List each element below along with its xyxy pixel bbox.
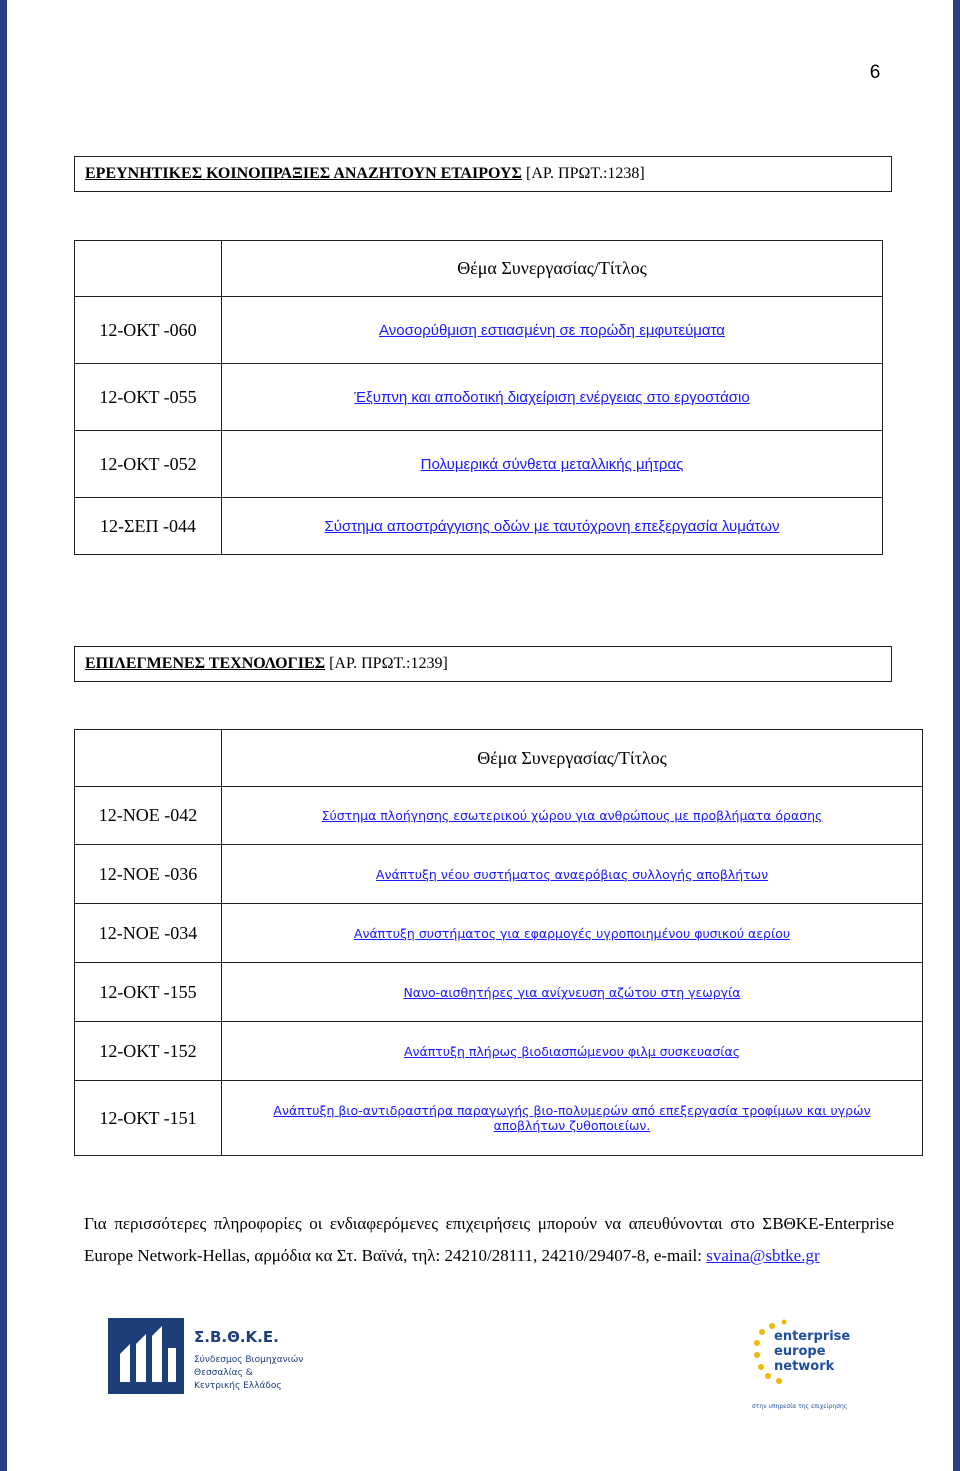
een-line2: europe — [774, 1344, 826, 1359]
row-code: 12-ΟΚΤ -151 — [75, 1081, 222, 1156]
row-code: 12-ΟΚΤ -055 — [75, 364, 222, 431]
section1-heading — [74, 156, 892, 192]
page-frame-left — [0, 0, 7, 1471]
table-row — [75, 498, 883, 555]
section1-heading-main: ΕΡΕΥΝΗΤΙΚΕΣ ΚΟΙΝΟΠΡΑΞΙΕΣ ΑΝΑΖΗΤΟΥΝ ΕΤΑΙΡΟΥΣ — [85, 165, 523, 182]
row-title-link[interactable]: Νανο-αισθητήρες για ανίχνευση αζώτου στη γεωργία — [222, 963, 923, 1022]
page-number: 6 — [869, 62, 881, 83]
sbthke-logo-mark — [108, 1318, 318, 1398]
een-logo-mark — [748, 1318, 858, 1414]
row-code: 12-ΣΕΠ -044 — [75, 498, 222, 555]
page-frame-right — [953, 0, 960, 1471]
table-row — [75, 963, 923, 1022]
row-title-link[interactable]: Ανάπτυξη νέου συστήματος αναερόβιας συλλογής αποβλήτων — [222, 845, 923, 904]
row-title-link[interactable]: Πολυμερικά σύνθετα μεταλλικής μήτρας — [222, 431, 883, 498]
een-line1: enterprise — [774, 1329, 851, 1344]
section1-heading-ref: [ΑΡ. ΠΡΩΤ.:1238] — [526, 165, 645, 182]
table-column-header: Θέμα Συνεργασίας/Τίτλος — [222, 730, 923, 787]
een-line3: network — [774, 1359, 835, 1374]
row-title-link[interactable]: Ανοσορύθμιση εστιασμένη σε πορώδη εμφυτεύματα — [222, 297, 883, 364]
een-logo — [748, 1318, 858, 1419]
row-title-link[interactable]: Σύστημα αποστράγγισης οδών με ταυτόχρονη επεξεργασία λυμάτων — [222, 498, 883, 555]
selected-technologies-table — [74, 729, 923, 1156]
row-code: 12-ΝΟΕ -036 — [75, 845, 222, 904]
table-row — [75, 904, 923, 963]
sbthke-abbr: Σ.Β.Θ.Κ.Ε. — [194, 1328, 279, 1346]
row-code: 12-ΟΚΤ -052 — [75, 431, 222, 498]
row-title-link[interactable]: Σύστημα πλοήγησης εσωτερικού χώρου για ανθρώπους με προβλήματα όρασης — [222, 787, 923, 845]
sbthke-line2: Θεσσαλίας & — [194, 1368, 253, 1378]
row-code: 12-ΟΚΤ -060 — [75, 297, 222, 364]
row-code: 12-ΟΚΤ -155 — [75, 963, 222, 1022]
table-row — [75, 364, 883, 431]
een-tagline: στην υπηρεσία της επιχείρησης — [752, 1403, 848, 1410]
section2-heading — [74, 646, 892, 682]
row-title-link[interactable]: Ανάπτυξη πλήρως βιοδιασπώμενου φιλμ συσκευασίας — [222, 1022, 923, 1081]
contact-text: Για περισσότερες πληροφορίες οι ενδιαφερόμενες επιχειρήσεις μπορούν να απευθύνονται στο ΣΒΘΚΕ-Enterprise Europe Network-Hellas, αρμόδια κα Στ. Βαϊνά, τηλ: 24210/28111, 24210/29407-8, e-mail: — [84, 1214, 894, 1265]
row-code: 12-ΝΟΕ -034 — [75, 904, 222, 963]
table-header-empty — [75, 241, 222, 297]
table-column-header: Θέμα Συνεργασίας/Τίτλος — [222, 241, 883, 297]
row-code: 12-ΟΚΤ -152 — [75, 1022, 222, 1081]
table-header-row — [75, 730, 923, 787]
contact-paragraph — [84, 1208, 894, 1272]
section2-heading-ref: [ΑΡ. ΠΡΩΤ.:1239] — [329, 655, 448, 672]
table-row — [75, 1022, 923, 1081]
table-row — [75, 297, 883, 364]
row-title-link[interactable]: Έξυπνη και αποδοτική διαχείριση ενέργειας στο εργοστάσιο — [222, 364, 883, 431]
section2-heading-main: ΕΠΙΛΕΓΜΕΝΕΣ ΤΕΧΝΟΛΟΓΙΕΣ — [85, 655, 326, 672]
research-consortia-table — [74, 240, 883, 555]
table-row — [75, 787, 923, 845]
table-header-row — [75, 241, 883, 297]
table-row — [75, 431, 883, 498]
sbthke-line3: Κεντρικής Ελλάδος — [194, 1381, 282, 1391]
table-row — [75, 845, 923, 904]
table-header-empty — [75, 730, 222, 787]
row-code: 12-ΝΟΕ -042 — [75, 787, 222, 845]
sbthke-line1: Σύνδεσμος Βιομηχανιών — [194, 1355, 304, 1365]
row-title-link[interactable]: Ανάπτυξη βιο-αντιδραστήρα παραγωγής βιο-πολυμερών από επεξεργασία τροφίμων και υγρών αποβλήτων ζυθοποιείων. — [222, 1081, 923, 1156]
row-title-link[interactable]: Ανάπτυξη συστήματος για εφαρμογές υγροποιημένου φυσικού αερίου — [222, 904, 923, 963]
table-row — [75, 1081, 923, 1156]
contact-email-link[interactable]: svaina@sbtke.gr — [706, 1246, 820, 1265]
sbthke-logo — [108, 1318, 318, 1403]
